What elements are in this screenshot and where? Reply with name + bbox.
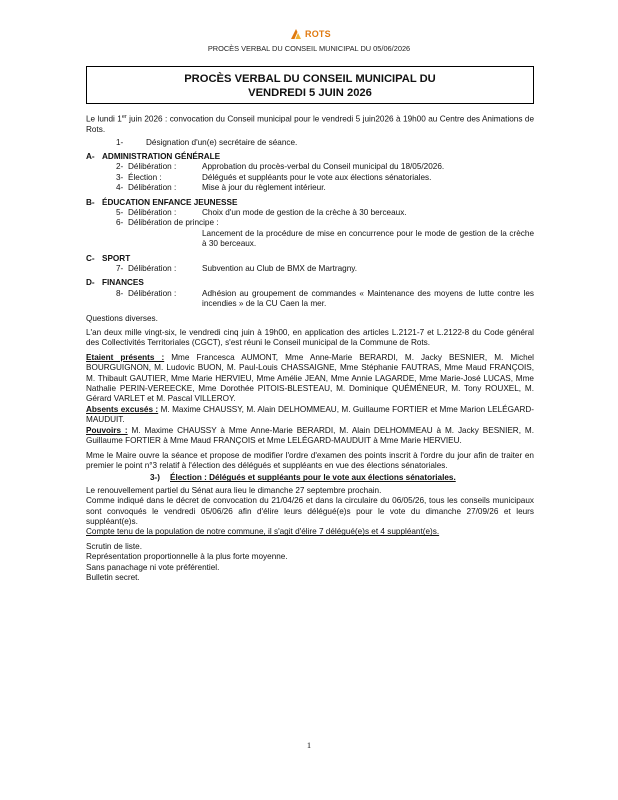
agenda-item-6-text: Lancement de la procédure de mise en concurrence pour le mode de gestion de la crèche à 30 berceaux. xyxy=(202,228,534,249)
item-kind: Délibération : xyxy=(128,207,177,217)
item-number: 8- xyxy=(116,288,124,298)
section-b xyxy=(86,198,534,208)
item-number: 4- xyxy=(116,183,124,193)
agenda-item-6 xyxy=(86,218,534,228)
page-number: 1 xyxy=(306,740,312,750)
rots-logo-icon xyxy=(290,28,302,40)
item-number: 1- xyxy=(116,137,124,147)
section-title: FINANCES xyxy=(102,278,144,288)
agenda-item-4 xyxy=(86,183,534,193)
intro-sup: er xyxy=(121,114,127,120)
section-letter: C- xyxy=(86,253,95,263)
mayor-paragraph: Mme le Maire ouvre la séance et propose de modifier l'ordre d'examen des points inscrit à l'ordre du jour afin de traiter en premier le point n°3 relatif à l'élection des délégués et suppléants en vue des élections sénatoriales. xyxy=(86,450,534,470)
item-text: Désignation d'un(e) secrétaire de séance. xyxy=(146,137,298,147)
item-kind: Élection : xyxy=(128,172,162,182)
legal-paragraph: L'an deux mille vingt-six, le vendredi cinq juin à 19h00, en application des articles L.2121-7 et L.2122-8 du Code général des Collectivités Territoriales (CGCT), s'est réuni le Conseil municipal de la Commune de Rots. xyxy=(86,328,534,348)
agenda-item-2 xyxy=(86,162,534,172)
present-list: Mme Francesca AUMONT, Mme Anne-Marie BERARDI, M. Jacky BESNIER, M. Michel BOURGUIGNON, M. Ludovic BUON, M. Paul-Louis CHASSAIGNE, Mme Stéphanie FAUTRAS, Mme Maud FRANÇOIS, M. Thibault GAUTIER, Mme Marie HERVIEU, Mme Amélie JEAN, Mme Annie LAGARDE, Mme Marie-José LUCAS, Mme Nathalie PERIN-VEREECKE, Mme Dorothée PITOIS-BLESTEAU, M. Dominique QUÉMÉNEUR, M. Tony ROUXEL, M. Gérard VARLET et M. Pascal VILLEROY. xyxy=(86,352,534,404)
item-number: 7- xyxy=(116,264,124,274)
intro-paragraph xyxy=(86,112,534,136)
point-3-heading xyxy=(86,473,534,483)
document-title xyxy=(86,66,534,104)
section-letter: A- xyxy=(86,151,95,161)
logo-text: ROTS xyxy=(305,29,331,39)
agenda-item-1 xyxy=(86,138,534,148)
rots-logo xyxy=(290,28,331,40)
document-body xyxy=(86,112,534,583)
renewal-paragraph: Le renouvellement partiel du Sénat aura lieu le dimanche 27 septembre prochain. xyxy=(86,485,382,495)
title-line-2: VENDREDI 5 JUIN 2026 xyxy=(248,87,372,99)
point-title: Élection : Délégués et suppléants pour le vote aux élections sénatoriales. xyxy=(170,473,456,483)
absent-label: Absents excusés : xyxy=(86,404,159,414)
item-text: Approbation du procès-verbal du Conseil municipal du 18/05/2026. xyxy=(202,162,445,172)
title-line-1: PROCÈS VERBAL DU CONSEIL MUNICIPAL DU xyxy=(184,73,436,85)
absent-list: M. Maxime CHAUSSY, M. Alain DELHOMMEAU, M. Guillaume FORTIER et Mme Marion LELÉGARD-MAUDUIT. xyxy=(86,404,534,425)
item-kind: Délibération : xyxy=(128,183,177,193)
item-text: Subvention au Club de BMX de Martragny. xyxy=(202,264,358,274)
item-text: Adhésion au groupement de commandes « Maintenance des moyens de lutte contre les incendies » de la CU Caen la mer. xyxy=(202,288,534,309)
section-c xyxy=(86,254,534,264)
section-title: ADMINISTRATION GÉNÉRALE xyxy=(102,151,221,161)
decree-paragraph: Comme indiqué dans le décret de convocation du 21/04/26 et dans la circulaire du 06/05/26, tous les conseils municipaux sont convoqués le vendredi 05/06/26 afin d'élire leurs délégué(e)s pour le vote du dimanche 27/09/26 et leurs suppléant(e)s. xyxy=(86,496,534,526)
item-text: Choix d'un mode de gestion de la crèche à 30 berceaux. xyxy=(202,207,407,217)
agenda-item-5 xyxy=(86,208,534,218)
agenda-item-7 xyxy=(86,264,534,274)
rule-4: Bulletin secret. xyxy=(86,572,140,582)
section-a xyxy=(86,152,534,162)
item-kind: Délibération : xyxy=(128,162,177,172)
intro-pre: Le lundi 1 xyxy=(86,114,122,124)
item-kind: Délibération : xyxy=(128,264,177,274)
population-paragraph: Compte tenu de la population de notre commune, il s'agit d'élire 7 délégué(e)s et 4 suppléant(e)s. xyxy=(86,527,440,537)
present-label: Etaient présents : xyxy=(86,352,165,362)
item-number: 5- xyxy=(116,207,124,217)
rule-1: Scrutin de liste. xyxy=(86,541,142,551)
item-kind: Délibération de principe : xyxy=(128,218,219,228)
section-letter: B- xyxy=(86,197,95,207)
section-d xyxy=(86,278,534,288)
item-number: 2- xyxy=(116,162,124,172)
questions-diverses: Questions diverses. xyxy=(86,313,158,323)
running-header: PROCÈS VERBAL DU CONSEIL MUNICIPAL DU 05/06/2026 xyxy=(207,44,411,53)
section-title: ÉDUCATION ENFANCE JEUNESSE xyxy=(102,197,238,207)
item-text: Mise à jour du règlement intérieur. xyxy=(202,183,326,193)
item-text: Délégués et suppléants pour le vote aux élections sénatoriales. xyxy=(202,172,432,182)
proxies-list: M. Maxime CHAUSSY à Mme Anne-Marie BERARDI, M. Alain DELHOMMEAU à M. Jacky BESNIER, M. Guillaume FORTIER à Mme Maud FRANÇOIS et Mme LELÉGARD-MAUDUIT à Mme Marie HERVIEU. xyxy=(86,425,534,446)
item-number: 3- xyxy=(116,172,124,182)
rule-2: Représentation proportionnelle à la plus forte moyenne. xyxy=(86,552,288,562)
item-number: 6- xyxy=(116,218,124,228)
intro-post: juin 2026 : convocation du Conseil municipal pour le vendredi 5 juin2026 à 19h00 au Centre des Animations de Rots. xyxy=(86,114,535,135)
section-letter: D- xyxy=(86,278,95,288)
present-paragraph xyxy=(86,353,534,405)
section-title: SPORT xyxy=(102,253,131,263)
agenda-item-8 xyxy=(86,289,534,310)
rule-3: Sans panachage ni vote préférentiel. xyxy=(86,562,220,572)
proxies-label: Pouvoirs : xyxy=(86,425,128,435)
proxies-paragraph xyxy=(86,426,534,447)
agenda-item-3 xyxy=(86,173,534,183)
point-number: 3-) xyxy=(150,473,161,483)
item-kind: Délibération : xyxy=(128,288,177,298)
absent-paragraph xyxy=(86,405,534,426)
